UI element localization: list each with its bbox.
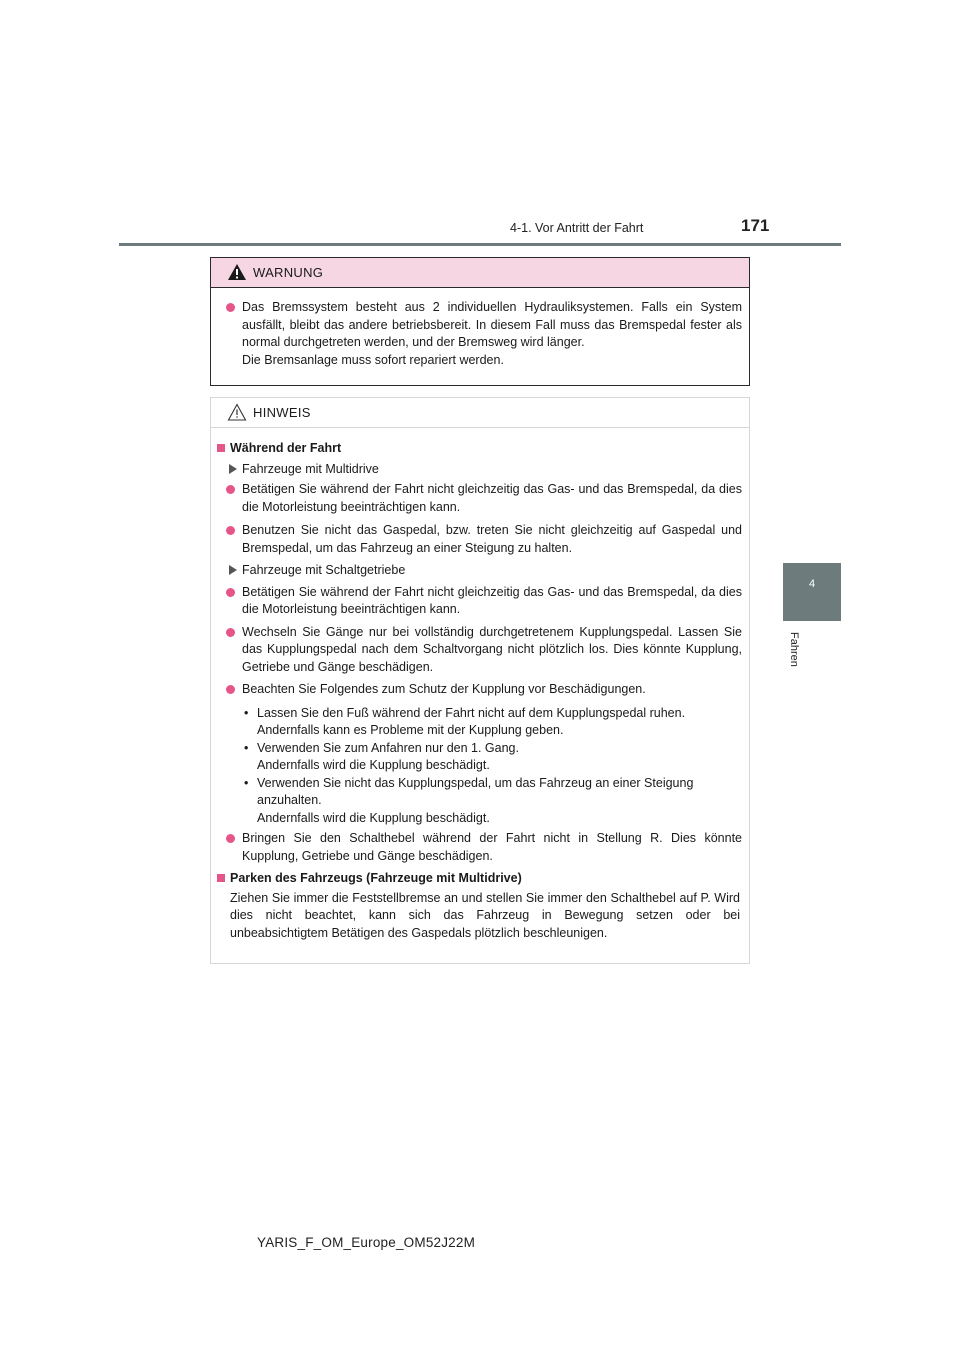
list-item: • Lassen Sie den Fuß während der Fahrt nicht auf dem Kupplungspedal ruhen. Andernfalls kann es Probleme mit der Kupplung geben.: [244, 705, 686, 737]
notice-paragraph: Wechseln Sie Gänge nur bei vollständig durchgetretenem Kupplungspedal. Lassen Sie das Kupplungspedal nach dem Schaltvorgang nicht plötzlich los. Dies könnte Kupplung, Getriebe und Gänge beschädigen.: [211, 624, 749, 677]
notice-paragraph: Bringen Sie den Schalthebel während der Fahrt nicht in Stellung R. Dies könnte Kupplung, Getriebe und Gänge beschädigen.: [211, 830, 749, 865]
notice-header: [211, 398, 749, 428]
notice-triangle-icon: [227, 403, 247, 421]
notice-box: [210, 397, 750, 964]
vehicle-variant-label: Fahrzeuge mit Schaltgetriebe: [211, 562, 749, 580]
bullet-dot-icon: [226, 588, 235, 597]
square-bullet-icon: [217, 444, 225, 452]
chapter-label: Fahren: [788, 632, 800, 667]
notice-paragraph: Betätigen Sie während der Fahrt nicht gleichzeitig das Gas- und das Bremspedal, da dies die Motorleistung beeinträchtigen kann.: [211, 481, 749, 516]
page-number: 171: [741, 216, 770, 235]
list-item: • Verwenden Sie nicht das Kupplungspedal, um das Fahrzeug an einer Steigung anzuhalten. Andernfalls wird die Kupplung beschädigt.: [244, 775, 694, 825]
bullet-dot-icon: [226, 628, 235, 637]
warning-paragraph: Das Bremssystem besteht aus 2 individuellen Hydrauliksystemen. Falls ein System ausfällt, bleibt das andere betriebsbereit. In diesem Fall muss das Bremspedal fester als normal durchgetreten werden, und der Bremsweg wird länger. Die Bremsanlage muss sofort repariert werden.: [211, 299, 749, 369]
page-header-section: 4-1. Vor Antritt der Fahrt: [510, 221, 644, 235]
warning-header: [211, 258, 749, 288]
square-bullet-icon: [217, 874, 225, 882]
notice-paragraph: Ziehen Sie immer die Feststellbremse an und stellen Sie immer den Schalthebel auf P. Wird dies nicht beachtet, kann sich das Fahrzeug in Bewegung setzen oder bei unbeabsichtigtem Betätigen des Gaspedals plötzlich beschleunigen.: [230, 890, 740, 940]
warning-box: [210, 257, 750, 386]
arrow-right-icon: [229, 464, 237, 474]
vehicle-variant-label: Fahrzeuge mit Multidrive: [211, 461, 749, 479]
warning-title: WARNUNG: [253, 265, 324, 280]
notice-paragraph: Betätigen Sie während der Fahrt nicht gleichzeitig das Gas- und das Bremspedal, da dies die Motorleistung beeinträchtigen kann.: [211, 584, 749, 619]
notice-title: HINWEIS: [253, 405, 311, 420]
list-item: • Verwenden Sie zum Anfahren nur den 1. Gang. Andernfalls wird die Kupplung beschädigt.: [244, 740, 519, 772]
section-heading: Während der Fahrt: [211, 440, 749, 458]
notice-paragraph: Beachten Sie Folgendes zum Schutz der Kupplung vor Beschädigungen.: [211, 681, 749, 699]
header-rule: [119, 243, 841, 246]
bullet-dot-icon: [226, 303, 235, 312]
chapter-tab[interactable]: [783, 563, 841, 621]
notice-paragraph: Benutzen Sie nicht das Gaspedal, bzw. treten Sie nicht gleichzeitig auf Gaspedal und Bremspedal, um das Fahrzeug an einer Steigung zu halten.: [211, 522, 749, 557]
bullet-dot-icon: [226, 526, 235, 535]
bullet-dot-icon: [226, 834, 235, 843]
arrow-right-icon: [229, 565, 237, 575]
chapter-number: 4: [808, 578, 816, 590]
section-heading: Parken des Fahrzeugs (Fahrzeuge mit Multidrive): [211, 870, 749, 888]
document-code: YARIS_F_OM_Europe_OM52J22M: [257, 1235, 476, 1250]
warning-triangle-icon: [227, 263, 247, 281]
bullet-dot-icon: [226, 685, 235, 694]
bullet-dot-icon: [226, 485, 235, 494]
